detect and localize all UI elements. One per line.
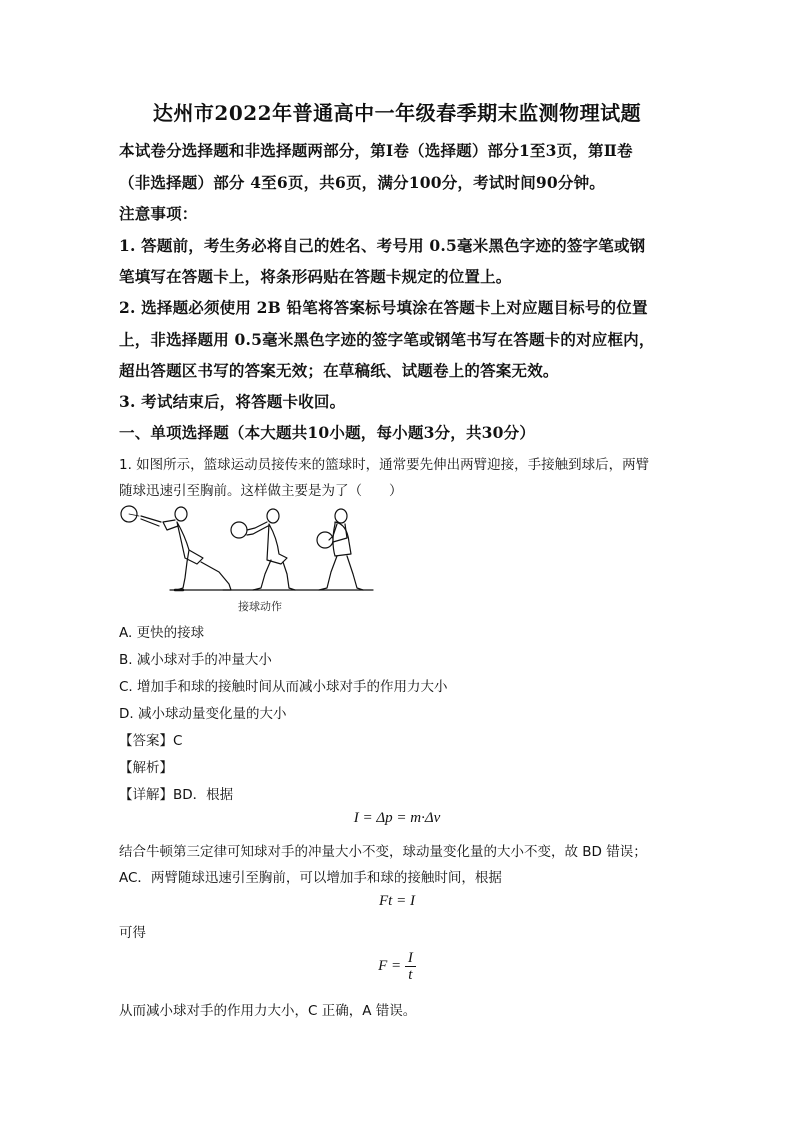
ball-2 [231, 522, 247, 538]
figure-caption: 接球动作 [238, 600, 282, 613]
notice-item-1a: 1. 答题前，考生务必将自己的姓名、考号用 0.5毫米黑色字迹的签字笔或钢 [119, 236, 646, 255]
question-stem-a: 1. 如图所示，篮球运动员接传来的篮球时，通常要先伸出两臂迎接，手接触到球后，两臂 [119, 457, 650, 473]
ball-3 [317, 532, 333, 548]
intro-line-1: 本试卷分选择题和非选择题两部分，第Ⅰ卷（选择题）部分1至3页，第Ⅱ卷 [119, 141, 633, 160]
option-a: A. 更快的接球 [119, 625, 205, 641]
notice-item-1b: 笔填写在答题卡上，将条形码贴在答题卡规定的位置上。 [119, 267, 512, 286]
notice-item-2c: 超出答题区书写的答案无效；在草稿纸、试题卷上的答案无效。 [119, 361, 559, 380]
detail-line-b: 结合牛顿第三定律可知球对手的冲量大小不变，球动量变化量的大小不变，故 BD 错误； [119, 844, 647, 860]
option-b: B. 减小球对手的冲量大小 [119, 652, 272, 668]
notice-item-2a: 2. 选择题必须使用 2B 铅笔将答案标号填涂在答题卡上对应题目标号的位置 [119, 298, 648, 317]
player-3 [317, 509, 363, 590]
answer-label: 【答案】C [119, 733, 183, 749]
detail-line-e: 从而减小球对手的作用力大小，C 正确，A 错误。 [119, 1003, 417, 1019]
impulse-formula: I = Δp = m·Δv [353, 810, 441, 826]
detail-line-a: 【详解】BD．根据 [119, 787, 234, 803]
notice-heading: 注意事项： [119, 204, 198, 223]
catching-ball-figure [115, 502, 377, 597]
player-2 [231, 509, 295, 590]
force-fraction [405, 950, 416, 983]
option-c: C. 增加手和球的接触时间从而减小球对手的作用力大小 [119, 679, 448, 695]
ft-formula: Ft = I [379, 893, 415, 909]
notice-item-3: 3. 考试结束后，将答题卡收回。 [119, 392, 346, 411]
fraction-denominator: t [408, 967, 413, 983]
analysis-label: 【解析】 [119, 760, 173, 776]
player-1 [121, 506, 231, 590]
section-heading: 一、单项选择题（本大题共10小题，每小题3分，共30分） [119, 423, 536, 442]
detail-line-d: 可得 [119, 925, 146, 941]
intro-line-2: （非选择题）部分 4至6页，共6页，满分100分，考试时间90分钟。 [119, 173, 605, 192]
force-formula [0, 950, 794, 983]
notice-item-2b: 上，非选择题用 0.5毫米黑色字迹的签字笔或钢笔书写在答题卡的对应框内， [119, 330, 655, 349]
page-title: 达州市2022年普通高中一年级春季期末监测物理试题 [152, 101, 642, 125]
fraction-numerator: I [405, 950, 416, 967]
question-stem-b: 随球迅速引至胸前。这样做主要是为了（ ） [119, 483, 403, 499]
option-d: D. 减小球动量变化量的大小 [119, 706, 287, 722]
detail-line-c: AC．两臂随球迅速引至胸前，可以增加手和球的接触时间，根据 [119, 870, 502, 886]
force-formula-lhs: F = [378, 957, 402, 974]
